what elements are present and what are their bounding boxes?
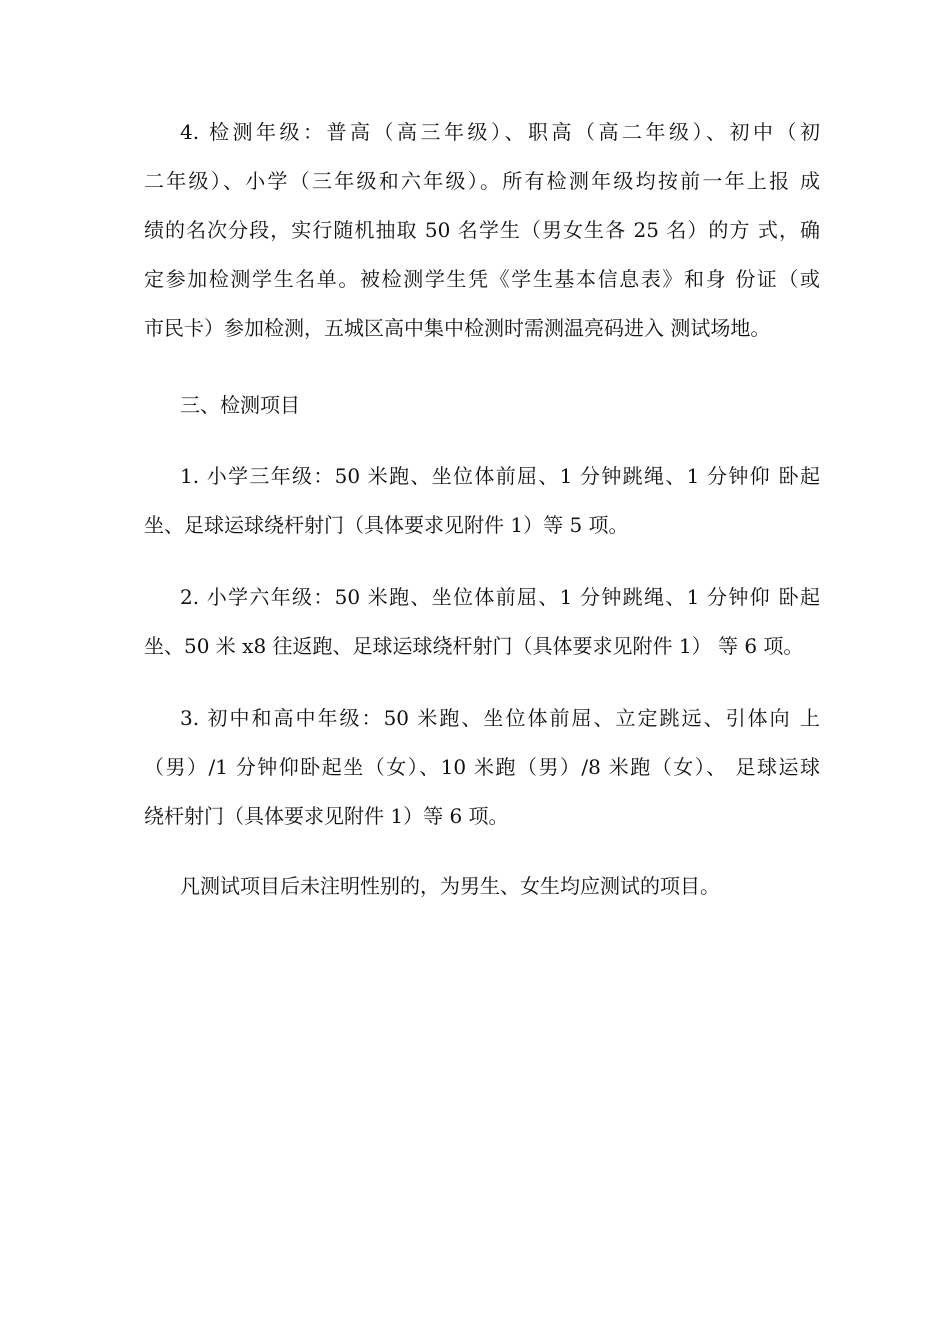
text-line: 市民卡）参加检测，五城区高中集中检测时需测温亮码进入 测试场地。 [144, 316, 771, 340]
paragraph-middle-high [144, 694, 820, 841]
section-heading [144, 381, 820, 430]
text-line: 4. 检测年级：普高（高三年级）、职高（高二年级）、初中（初 [180, 120, 820, 144]
text-line: 绕杆射门（具体要求见附件 1）等 6 项。 [144, 804, 509, 828]
text-line: 坐、50 米 x8 往返跑、足球运球绕杆射门（具体要求见附件 1） 等 6 项。 [144, 634, 804, 658]
text-line: 3. 初中和高中年级：50 米跑、坐位体前屈、立定跳远、引体向 上 [180, 706, 820, 730]
text-line: 二年级）、小学（三年级和六年级）。所有检测年级均按前一年上报 成 [144, 169, 820, 193]
text-line: 坐、足球运球绕杆射门（具体要求见附件 1）等 5 项。 [144, 513, 629, 537]
text-line: 2. 小学六年级：50 米跑、坐位体前屈、1 分钟跳绳、1 分钟仰 卧起 [180, 585, 820, 609]
paragraph-gender-note [144, 862, 820, 911]
text-line: 凡测试项目后未注明性别的，为男生、女生均应测试的项目。 [180, 874, 720, 898]
paragraph-grades [144, 108, 820, 353]
text-line: 三、检测项目 [180, 393, 300, 417]
text-line: 定参加检测学生名单。被检测学生凭《学生基本信息表》和身 份证（或 [144, 267, 820, 291]
paragraph-grade6 [144, 573, 820, 671]
text-line: 绩的名次分段，实行随机抽取 50 名学生（男女生各 25 名）的方 式，确 [144, 218, 820, 242]
text-line: 1. 小学三年级：50 米跑、坐位体前屈、1 分钟跳绳、1 分钟仰 卧起 [180, 464, 820, 488]
paragraph-grade3 [144, 452, 820, 550]
text-line: （男）/1 分钟仰卧起坐（女）、10 米跑（男）/8 米跑（女）、 足球运球 [144, 755, 820, 779]
